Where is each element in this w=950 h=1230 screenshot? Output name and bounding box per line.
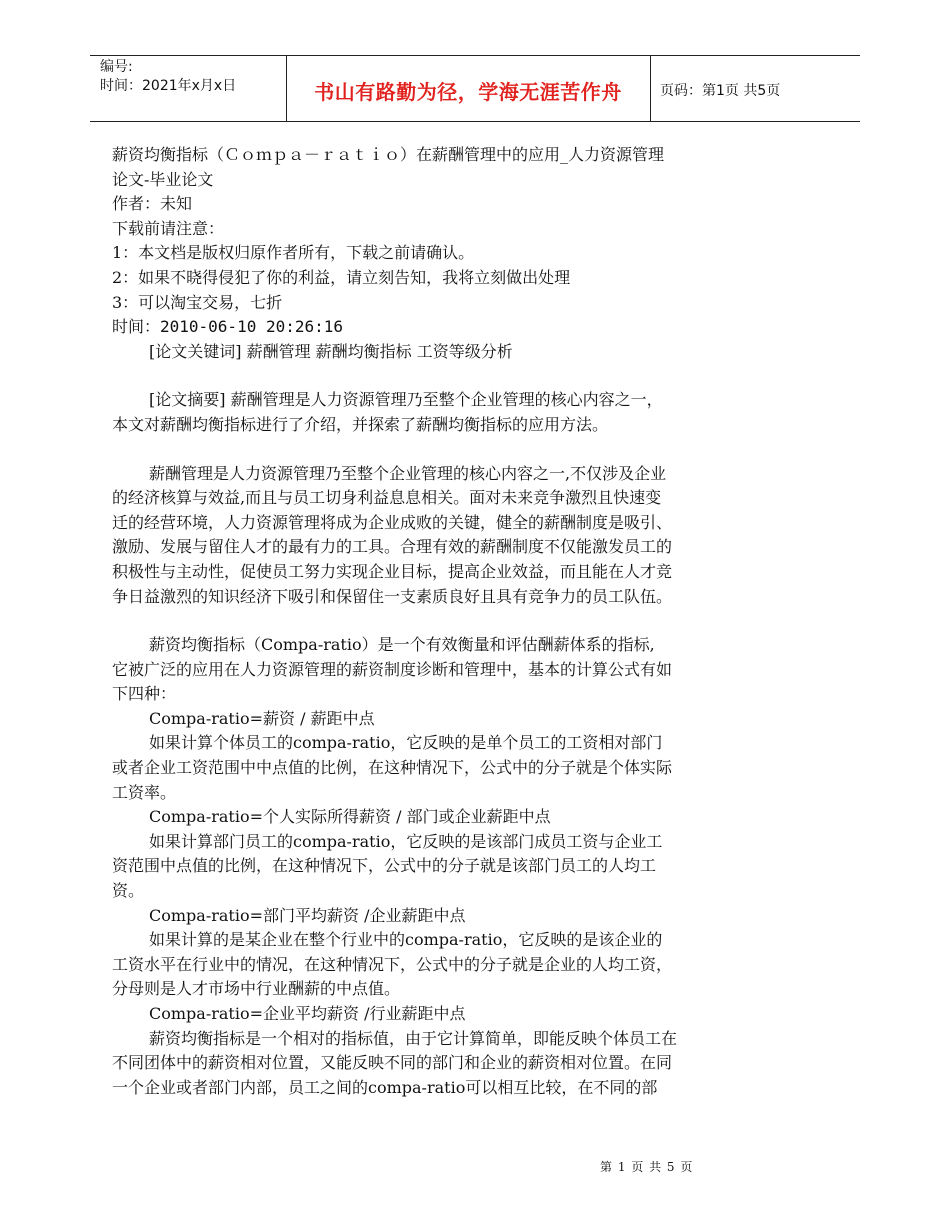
paragraph-line: 的经济核算与效益,而且与员工切身利益息息相关。面对未来竞争激烈且快速变 — [112, 488, 662, 508]
header-info — [100, 58, 236, 96]
paragraph-line: 薪资均衡指标是一个相对的指标值，由于它计算简单，即能反映个体员工在 — [149, 1028, 678, 1048]
paragraph-line: 如果计算部门员工的compa-ratio，它反映的是该部门成员工资与企业工 — [149, 831, 663, 851]
formula-line: Compa-ratio=部门平均薪资 /企业薪距中点 — [149, 905, 466, 925]
paragraph-line: 资。 — [112, 881, 145, 901]
paragraph-line: 工资水平在行业中的情况，在这种情况下，公式中的分子就是企业的人均工资， — [112, 954, 673, 974]
formula-line: Compa-ratio=企业平均薪资 /行业薪距中点 — [149, 1004, 466, 1023]
paragraph-line: 它被广泛的应用在人力资源管理的薪资制度诊断和管理中，基本的计算公式有如 — [112, 659, 673, 679]
download-notice-heading: 下载前请注意： — [112, 218, 225, 238]
paragraph-line: 争日益激烈的知识经济下吸引和保留住一支素质良好且具有竞争力的员工队伍。 — [112, 586, 673, 606]
header-top-rule — [90, 55, 860, 56]
author-line: 作者：未知 — [112, 194, 193, 214]
header-divider-right — [650, 55, 651, 121]
title-line-1: 薪资均衡指标（Ｃｏｍｐａ－ｒａｔｉｏ）在薪酬管理中的应用_人力资源管理 — [112, 145, 665, 164]
paragraph-line: 如果计算个体员工的compa-ratio，它反映的是单个员工的工资相对部门 — [149, 733, 663, 753]
header-bottom-rule — [90, 121, 860, 122]
paragraph-line: 下四种： — [112, 684, 177, 704]
time-label: 时间：2021年x月x日 — [100, 78, 237, 94]
paragraph-line: 分母则是人才市场中行业酬薪的中点值。 — [112, 979, 401, 999]
header-motto: 书山有路勤为径，学海无涯苦作舟 — [314, 80, 622, 104]
abstract-line: 本文对薪酬均衡指标进行了介绍，并探索了薪酬均衡指标的应用方法。 — [112, 414, 609, 434]
paragraph-line: 工资率。 — [112, 782, 177, 802]
notice-item-3: 3：可以淘宝交易，七折 — [112, 292, 283, 312]
paragraph-line: 资范围中点值的比例，在这种情况下，公式中的分子就是该部门员工的人均工 — [112, 856, 657, 876]
page-footer: 第 1 页 共 5 页 — [600, 1160, 694, 1174]
paragraph-line: 薪酬管理是人力资源管理乃至整个企业管理的核心内容之一,不仅涉及企业 — [149, 463, 667, 483]
formula-line: Compa-ratio=薪资 / 薪距中点 — [149, 708, 375, 728]
notice-item-1: 1：本文档是版权归原作者所有，下载之前请确认。 — [112, 243, 475, 263]
number-label: 编号: — [100, 59, 133, 75]
paragraph-line: 不同团体中的薪资相对位置，又能反映不同的部门和企业的薪资相对位置。在同 — [112, 1053, 673, 1073]
document-body — [112, 143, 772, 1100]
paragraph-line: 激励、发展与留住人才的最有力的工具。合理有效的薪酬制度不仅能激发员工的 — [112, 537, 673, 557]
paragraph-line: 如果计算的是某企业在整个行业中的compa-ratio，它反映的是该企业的 — [149, 930, 663, 950]
paragraph-line: 迁的经营环境，人力资源管理将成为企业成败的关键，健全的薪酬制度是吸引、 — [112, 512, 673, 532]
paragraph-line: 一个企业或者部门内部，员工之间的compa-ratio可以相互比较，在不同的部 — [112, 1077, 658, 1097]
formula-line: Compa-ratio=个人实际所得薪资 / 部门或企业薪距中点 — [149, 807, 551, 827]
abstract-line: [论文摘要] 薪酬管理是人力资源管理乃至整个企业管理的核心内容之一， — [149, 390, 663, 410]
notice-item-2: 2：如果不晓得侵犯了你的利益，请立刻告知，我将立刻做出处理 — [112, 267, 571, 287]
paragraph-line: 积极性与主动性，促使员工努力实现企业目标，提高企业效益，而且能在人才竞 — [112, 561, 673, 581]
timestamp-line: 时间：2010-06-10 20:26:16 — [112, 317, 344, 337]
keywords-line: [论文关键词] 薪酬管理 薪酬均衡指标 工资等级分析 — [149, 341, 513, 361]
header-page-label: 页码：第1页 共5页 — [660, 83, 781, 99]
paragraph-line: 或者企业工资范围中中点值的比例，在这种情况下，公式中的分子就是个体实际 — [112, 758, 673, 778]
title-line-2: 论文-毕业论文 — [112, 169, 214, 189]
paragraph-line: 薪资均衡指标（Compa-ratio）是一个有效衡量和评估酬薪体系的指标, — [149, 635, 655, 655]
